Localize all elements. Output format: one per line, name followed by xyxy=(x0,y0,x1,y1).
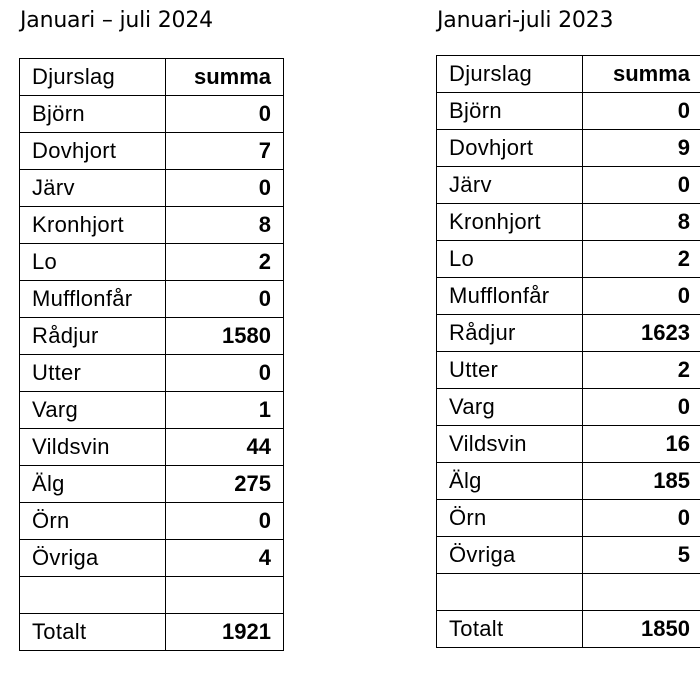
species-count: 0 xyxy=(583,500,700,537)
species-label: Järv xyxy=(20,170,166,207)
table-row xyxy=(20,96,284,133)
species-count: summa xyxy=(166,59,284,96)
species-label: Totalt xyxy=(20,614,166,651)
species-label: Totalt xyxy=(437,611,583,648)
species-label: Rådjur xyxy=(437,315,583,352)
species-count: 0 xyxy=(166,281,284,318)
species-count: 0 xyxy=(583,93,700,130)
table-row xyxy=(437,167,700,204)
species-label: Lo xyxy=(20,244,166,281)
species-label: Vildsvin xyxy=(437,426,583,463)
table-row xyxy=(20,392,284,429)
table-row xyxy=(20,540,284,577)
species-count: 2 xyxy=(583,241,700,278)
species-count: 1623 xyxy=(583,315,700,352)
species-label: Varg xyxy=(437,389,583,426)
species-table-2024 xyxy=(19,58,284,651)
table-row xyxy=(20,244,284,281)
species-label: Lo xyxy=(437,241,583,278)
species-count: 0 xyxy=(583,389,700,426)
species-table-2023 xyxy=(436,55,700,648)
species-count: 9 xyxy=(583,130,700,167)
species-count: 5 xyxy=(583,537,700,574)
species-label: Örn xyxy=(20,503,166,540)
table-title-2024: Januari – juli 2024 xyxy=(20,8,213,33)
species-label: Utter xyxy=(20,355,166,392)
species-label: Kronhjort xyxy=(437,204,583,241)
table-row xyxy=(437,574,700,611)
species-count: 2 xyxy=(166,244,284,281)
table-row xyxy=(20,466,284,503)
species-count: 0 xyxy=(583,167,700,204)
table-row xyxy=(437,463,700,500)
species-count: 275 xyxy=(166,466,284,503)
species-count xyxy=(583,574,700,611)
species-label: Övriga xyxy=(20,540,166,577)
table-row xyxy=(437,241,700,278)
table-row xyxy=(437,278,700,315)
table-row xyxy=(437,315,700,352)
species-label: Utter xyxy=(437,352,583,389)
species-count: 0 xyxy=(583,278,700,315)
table-title-2023: Januari-juli 2023 xyxy=(437,8,614,33)
table-row xyxy=(20,429,284,466)
species-count: 7 xyxy=(166,133,284,170)
table-total-row xyxy=(20,614,284,651)
table-row xyxy=(20,170,284,207)
species-count: 1580 xyxy=(166,318,284,355)
species-label: Mufflonfår xyxy=(20,281,166,318)
species-count: 0 xyxy=(166,355,284,392)
species-label xyxy=(437,574,583,611)
species-count: 0 xyxy=(166,170,284,207)
species-label: Mufflonfår xyxy=(437,278,583,315)
table-header-row xyxy=(20,59,284,96)
species-count: 0 xyxy=(166,96,284,133)
table-row xyxy=(20,318,284,355)
species-count: 1 xyxy=(166,392,284,429)
table-row xyxy=(20,355,284,392)
species-label: Örn xyxy=(437,500,583,537)
species-label: Djurslag xyxy=(437,56,583,93)
species-count xyxy=(166,577,284,614)
species-count: summa xyxy=(583,56,700,93)
table-row xyxy=(437,537,700,574)
table-row xyxy=(437,93,700,130)
table-total-row xyxy=(437,611,700,648)
table-row xyxy=(437,500,700,537)
species-count: 8 xyxy=(166,207,284,244)
species-count: 185 xyxy=(583,463,700,500)
table-row xyxy=(437,389,700,426)
table-row xyxy=(20,503,284,540)
table-row xyxy=(437,426,700,463)
species-count: 16 xyxy=(583,426,700,463)
table-row xyxy=(437,204,700,241)
species-label: Djurslag xyxy=(20,59,166,96)
table-row xyxy=(20,207,284,244)
table-row xyxy=(20,281,284,318)
species-label: Dovhjort xyxy=(20,133,166,170)
table-row xyxy=(437,130,700,167)
species-label: Björn xyxy=(20,96,166,133)
table-header-row xyxy=(437,56,700,93)
table-row xyxy=(437,352,700,389)
table-row xyxy=(20,577,284,614)
species-label: Dovhjort xyxy=(437,130,583,167)
species-label: Älg xyxy=(437,463,583,500)
species-label: Rådjur xyxy=(20,318,166,355)
species-count: 8 xyxy=(583,204,700,241)
species-count: 0 xyxy=(166,503,284,540)
species-label: Järv xyxy=(437,167,583,204)
species-count: 1850 xyxy=(583,611,700,648)
species-label: Varg xyxy=(20,392,166,429)
species-label: Vildsvin xyxy=(20,429,166,466)
species-count: 2 xyxy=(583,352,700,389)
species-label: Övriga xyxy=(437,537,583,574)
species-count: 1921 xyxy=(166,614,284,651)
table-row xyxy=(20,133,284,170)
species-count: 4 xyxy=(166,540,284,577)
species-label: Kronhjort xyxy=(20,207,166,244)
species-label: Älg xyxy=(20,466,166,503)
species-label: Björn xyxy=(437,93,583,130)
species-count: 44 xyxy=(166,429,284,466)
species-label xyxy=(20,577,166,614)
